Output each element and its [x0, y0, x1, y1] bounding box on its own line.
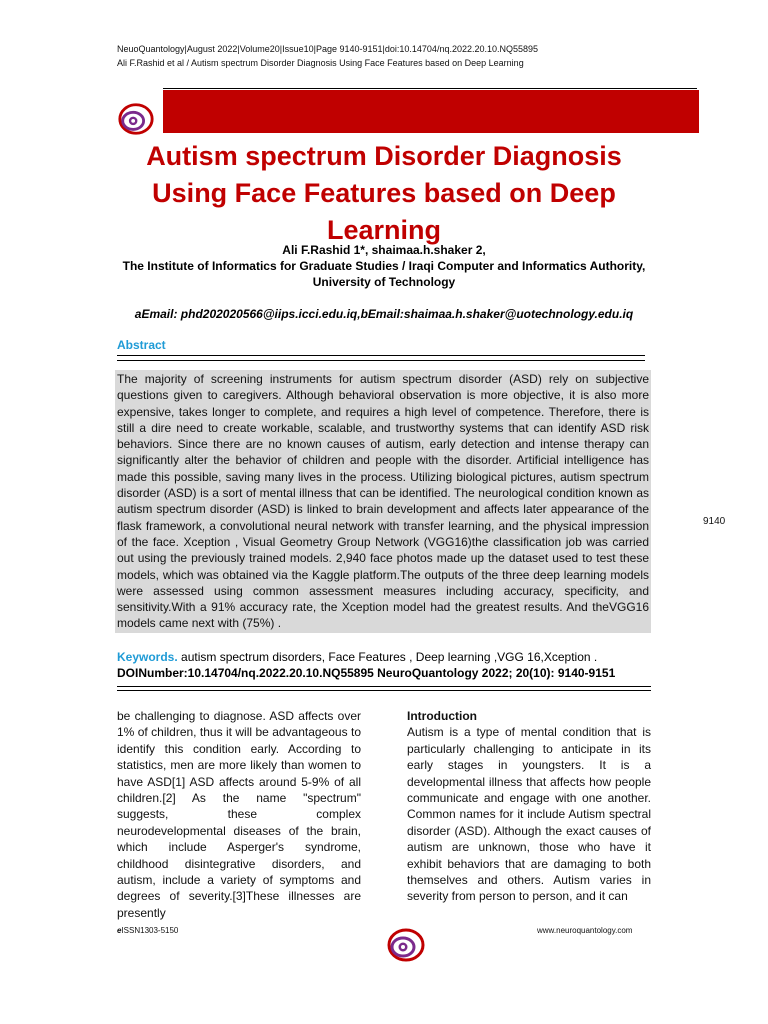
keywords-line — [117, 649, 651, 665]
issn-prefix: e — [117, 926, 122, 935]
author-names: Ali F.Rashid 1*, shaimaa.h.shaker 2, — [282, 243, 486, 257]
author-emails[interactable]: aEmail: phd202020566@iips.icci.edu.iq,bEmail:shaimaa.h.shaker@uotechnology.edu.iq — [134, 307, 634, 321]
left-column-text: be challenging to diagnose. ASD affects over 1% of children, thus it will be advantageous to identify this condition early. According to statistics, men are more likely than women to have ASD[1] ASD affects around 5-9% of all children.[2] As the name "spectrum" suggests, these complex neurodevelopmental diseases of the brain, which include Asperger's syndrome, childhood disintegrative disorders, and autism, include a variety of symptoms and degrees of severity.[3]These illnesses are presently — [117, 709, 361, 920]
red-banner — [163, 90, 699, 133]
body-column-right — [407, 708, 651, 905]
banner-top-rule — [163, 88, 697, 89]
footer-issn — [117, 926, 178, 935]
paper-title: Autism spectrum Disorder Diagnosis Using Face Features based on Deep Learning — [146, 141, 622, 245]
abstract-box — [115, 370, 651, 633]
side-page-number: 9140 — [703, 516, 726, 527]
introduction-text: Autism is a type of mental condition that is particularly challenging to anticipate in its early stages in youngsters. It is a developmental illness that affects how people communicate and engage with one another. Common names for it include Autism spectral disorder (ASD). Although the exact causes of autism are unknown, those who have it exhibit behaviors that are damaging to both themselves and others. Autism varies in severity from person to person, and it can — [407, 725, 651, 904]
keywords-text: autism spectrum disorders, Face Features , Deep learning ,VGG 16,Xception . — [177, 650, 598, 664]
divider — [117, 355, 645, 356]
divider — [117, 690, 651, 691]
issn-text: ISSN1303-5150 — [121, 926, 179, 935]
abstract-text: The majority of screening instruments for autism spectrum disorder (ASD) rely on subjective questions given to caregivers. Although behavioral observation is more objective, it is also more expensive, takes longer to complete, and requires a high level of competence. Therefore, there is still a dire need to create workable, scalable, and trustworthy systems that can identify ASD risk behaviors. Since there are no known causes of autism, early detection and intense therapy can significantly alter the behavior of children and people with the disorder. Artificial intelligence has made this possible, saving many lives in the process. Utilizing biological pictures, autism spectrum disorder (ASD) is a sort of mental illness that can be identified. The neurological condition known as autism spectrum disorder (ASD) is linked to brain development and affects later appearance of the flask framework, a convolutional neural network with transfer learning, and the physical impression of the face. Xception , Visual Geometry Group Network (VGG16)the classification job was carried out using the previously trained models. 2,940 face photos made up the dataset used to test these models, which was obtained via the Kaggle platform.The outputs of the three deep learning models were assessed using common assessment measures including accuracy, specificity, and sensitivity.With a 91% accuracy rate, the Xception model had the greatest results. And theVGG16 models came next with (75%) . — [117, 372, 649, 631]
introduction-heading: Introduction — [407, 709, 477, 723]
divider — [117, 686, 651, 687]
journal-logo-icon — [117, 100, 155, 138]
abstract-heading: Abstract — [117, 338, 166, 352]
author-affiliation: The Institute of Informatics for Graduate Studies / Iraqi Computer and Informatics Authority, University of Technology — [122, 259, 646, 289]
running-title: Ali F.Rashid et al / Autism spectrum Disorder Diagnosis Using Face Features based on Deep Learning — [117, 58, 524, 68]
body-column-left — [117, 708, 361, 921]
author-block — [117, 242, 651, 290]
keywords-label: Keywords. — [117, 650, 178, 664]
page-header — [117, 42, 538, 70]
doi-line: DOINumber:10.14704/nq.2022.20.10.NQ55895 NeuroQuantology 2022; 20(10): 9140-9151 — [117, 666, 616, 680]
journal-citation-line: NeuoQuantology|August 2022|Volume20|Issue10|Page 9140-9151|doi:10.14704/nq.2022.20.10.NQ55895 — [117, 44, 539, 54]
footer-website-link[interactable]: www.neuroquantology.com — [537, 926, 633, 935]
divider — [117, 360, 645, 361]
footer-logo-icon — [384, 925, 428, 965]
